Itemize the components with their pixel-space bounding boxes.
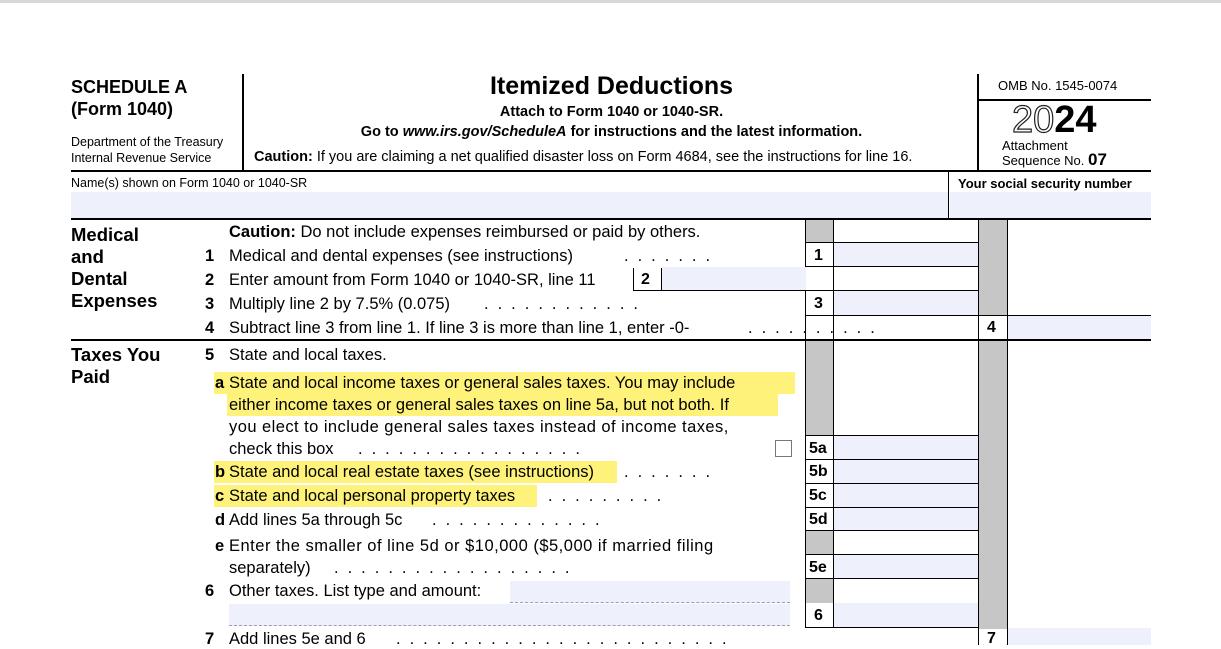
caution-text: If you are claiming a net qualified disaster loss on Form 4684, see the instructions for line 16.	[316, 149, 913, 165]
line5e-box-label: 5e	[809, 559, 827, 576]
line6-text: Other taxes. List type and amount:	[229, 582, 482, 600]
line5b-leader: .......	[624, 463, 720, 481]
page-top-border	[0, 0, 1221, 3]
line3-box-label: 3	[814, 295, 823, 312]
line1-amount-field[interactable]	[834, 243, 978, 266]
sequence-line	[1002, 150, 1107, 169]
medical-caution-text: Do not include expenses reimbursed or paid by others.	[300, 223, 701, 241]
line5a-text-2	[229, 395, 729, 415]
line6-amount-field[interactable]	[834, 603, 978, 627]
line5d-amount-field[interactable]	[834, 508, 978, 530]
name-ssn-divider	[948, 171, 949, 219]
line5e-amount-field[interactable]	[834, 555, 978, 578]
line5a-text-4: check this box	[229, 440, 334, 458]
line1-box-label: 1	[814, 247, 823, 264]
taxes-heading-2: Paid	[71, 366, 111, 387]
line5a-text-2-hl: either income taxes or general sales taxes on line 5a, but not both.	[229, 396, 716, 414]
shade-right-tax	[978, 340, 1007, 629]
line5d-text: Add lines 5a through 5c	[229, 511, 403, 529]
name-field[interactable]	[71, 192, 948, 218]
header-divider-left	[242, 74, 244, 170]
schedule-label: SCHEDULE A	[71, 77, 188, 97]
attach-instruction: Attach to Form 1040 or 1040-SR.	[499, 104, 724, 120]
line5e-leader: ..................	[334, 559, 579, 577]
line4-text: Subtract line 3 from line 1. If line 3 is more than line 1, enter -0-	[229, 319, 690, 337]
line4-num: 4	[205, 319, 215, 337]
medical-section-rule	[71, 339, 1151, 341]
goto-instruction	[245, 124, 978, 140]
dept-line1: Department of the Treasury	[71, 135, 224, 149]
line2-num: 2	[205, 271, 215, 289]
sales-tax-checkbox[interactable]	[775, 440, 792, 457]
header-caution	[254, 149, 912, 165]
name-label: Name(s) shown on Form 1040 or 1040-SR	[71, 176, 308, 190]
line6-num: 6	[205, 582, 215, 600]
line2-box-left	[633, 268, 634, 290]
line3-leader: ............	[484, 295, 648, 313]
line7-text: Add lines 5e and 6	[229, 630, 366, 648]
line5-num: 5	[205, 346, 215, 364]
line3-num: 3	[205, 295, 215, 313]
schedule-id	[71, 76, 187, 120]
line5a-box-label: 5a	[809, 440, 827, 457]
line6-type-field-1[interactable]	[510, 581, 790, 603]
line1-num: 1	[205, 247, 215, 265]
line5e-letter: e	[215, 537, 225, 555]
medical-heading-3: Dental	[71, 268, 128, 289]
line5b-text: State and local real estate taxes (see instructions)	[229, 463, 595, 481]
line4-leader: ..........	[748, 319, 884, 337]
goto-suffix: for instructions and the latest information.	[570, 124, 863, 140]
line7-amount-field[interactable]	[1008, 628, 1151, 645]
taxes-heading	[71, 344, 160, 388]
caution-label: Caution:	[254, 149, 313, 165]
line5c-letter: c	[215, 487, 225, 505]
sequence-number: 07	[1088, 150, 1107, 169]
medical-caution-label: Caution:	[229, 223, 296, 241]
line5b-letter: b	[215, 463, 226, 481]
line7-leader: .........................	[396, 630, 736, 648]
line6-type-field-2[interactable]	[229, 604, 790, 626]
line5c-amount-field[interactable]	[834, 484, 978, 507]
shade-mid-5e	[805, 530, 833, 554]
sequence-label: Sequence No.	[1002, 153, 1085, 168]
year-hollow: 20	[1012, 99, 1055, 141]
line5e-bottom-rule	[805, 578, 978, 579]
line2-box-label: 2	[641, 271, 650, 288]
line6-bottom-rule	[805, 627, 978, 628]
tax-year	[1012, 98, 1097, 142]
medical-heading-2: and	[71, 246, 104, 267]
omb-number: OMB No. 1545-0074	[998, 78, 1118, 93]
line5a-letter: a	[215, 374, 225, 392]
year-solid: 24	[1054, 99, 1097, 141]
form-title: Itemized Deductions	[489, 72, 734, 100]
line7-num: 7	[205, 630, 215, 648]
col-line-c	[978, 220, 979, 645]
line2-amount-field[interactable]	[662, 267, 806, 290]
line5a-text-1: State and local income taxes or general sales taxes. You may include	[229, 374, 736, 392]
line5a-text-2-rest: If	[719, 396, 729, 414]
line7-box-label: 7	[987, 630, 996, 647]
line5d-leader: .............	[432, 511, 609, 529]
medical-heading-4: Expenses	[71, 290, 158, 311]
line1-text: Medical and dental expenses (see instructions)	[229, 247, 573, 265]
col-line-d	[1007, 220, 1008, 645]
line4-box-label: 4	[987, 319, 996, 336]
ssn-field[interactable]	[950, 192, 1151, 218]
shade-mid-tax	[805, 340, 833, 435]
line5b-box-label: 5b	[809, 463, 828, 480]
ssn-label: Your social security number	[958, 176, 1132, 191]
line1-bottom-rule	[805, 266, 978, 267]
line1-leader: .......	[624, 247, 720, 265]
irs-link[interactable]: www.irs.gov/ScheduleA	[402, 124, 567, 140]
goto-prefix: Go to	[360, 124, 399, 140]
line5c-leader: .........	[548, 487, 671, 505]
shade-med-top	[805, 220, 833, 242]
header-bottom-rule	[71, 170, 1151, 172]
line4-amount-field[interactable]	[1008, 316, 1151, 339]
line5c-text: State and local personal property taxes	[229, 487, 516, 505]
attachment-sequence	[1002, 139, 1107, 168]
line6-box-label: 6	[814, 607, 823, 624]
shade-right-med	[978, 220, 1007, 316]
line5b-amount-field[interactable]	[834, 460, 978, 483]
form-label: (Form 1040)	[71, 99, 174, 119]
line5e-text-2: separately)	[229, 559, 311, 577]
line5c-box-label: 5c	[809, 487, 827, 504]
line5-text: State and local taxes.	[229, 346, 387, 364]
line3-text: Multiply line 2 by 7.5% (0.075)	[229, 295, 451, 313]
line5d-letter: d	[215, 511, 226, 529]
line5a-leader: .................	[358, 440, 589, 458]
line3-amount-field[interactable]	[834, 291, 978, 315]
shade-mid-6	[805, 578, 833, 603]
line5a-text-3: you elect to include general sales taxes instead of income taxes,	[229, 418, 729, 436]
medical-heading-1: Medical	[71, 224, 139, 245]
department-block	[71, 134, 223, 166]
line5d-box-label: 5d	[809, 511, 828, 528]
line5e-text-1: Enter the smaller of line 5d or $10,000 ($5,000 if married filing	[229, 537, 714, 555]
medical-caution	[229, 222, 700, 242]
line5a-amount-field[interactable]	[834, 436, 978, 459]
dept-line2: Internal Revenue Service	[71, 151, 212, 165]
medical-heading	[71, 224, 157, 312]
attachment-label: Attachment	[1002, 138, 1068, 153]
line5d-bottom-rule	[805, 530, 978, 531]
taxes-heading-1: Taxes You	[71, 344, 161, 365]
line2-text: Enter amount from Form 1040 or 1040-SR, line 11	[229, 271, 596, 289]
